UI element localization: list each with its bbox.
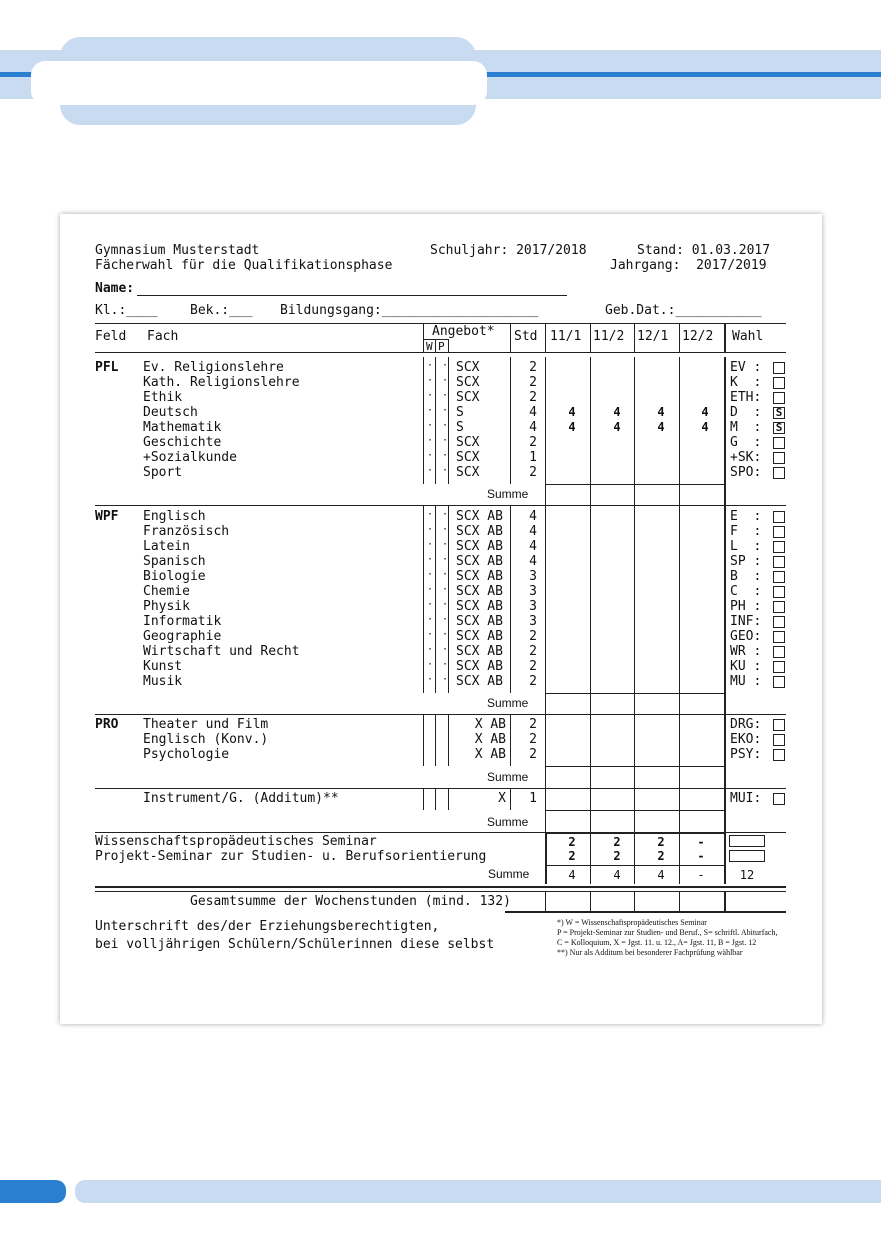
wahl-checkbox[interactable] [773,793,785,805]
subject-name: Biologie [143,569,206,584]
total-divider-wahl [724,891,726,911]
total-top-rule [95,886,786,888]
angebot-divider [423,714,424,766]
header-divider [679,323,680,352]
semester-divider [545,714,546,788]
subject-name: Kath. Religionslehre [143,375,300,390]
w-marker-dot: · [427,584,434,595]
klasse-field[interactable]: Kl.:____ [95,303,158,318]
subject-angebot: X [498,791,506,806]
seminar-summe-wahl: 12 [739,868,755,882]
std-divider [510,357,511,484]
seminar-summe-12-1: 4 [657,868,665,882]
schuljahr: Schuljahr: 2017/2018 [430,243,587,258]
subject-std: 3 [529,599,537,614]
seminar-w-12-1: 2 [657,835,665,849]
gesamtsumme-label: Gesamtsumme der Wochenstunden (mind. 132) [190,894,511,909]
p-marker-dot: · [442,584,449,595]
semester-hours: 4 [613,405,621,419]
wahl-divider [724,788,726,833]
seminar-divider [634,832,635,884]
wahl-label: PH : [730,599,762,614]
header-tab [31,61,487,105]
subject-name: Theater und Film [143,717,269,732]
subject-angebot: SCX [456,360,480,375]
angebot-divider [423,788,424,810]
rows-end-rule [545,693,724,694]
subject-std: 4 [529,554,537,569]
subject-angebot: SCX AB [456,599,503,614]
wahl-checkbox[interactable] [773,646,785,658]
p-marker-dot: · [442,569,449,580]
w-marker-dot: · [427,659,434,670]
subject-std: 2 [529,375,537,390]
feld-pro: PRO [95,717,119,732]
wahl-label: L : [730,539,762,554]
header-divider [510,323,511,352]
signature-line-1: Unterschrift des/der Erziehungsberechtigten, [95,919,440,934]
p-marker-dot: · [442,420,449,431]
w-marker-dot: · [427,420,434,431]
footnote-1: *) W = Wissenschaftspropädeutisches Seminar [557,918,707,927]
total-divider [679,891,680,911]
col-feld: Feld [95,329,127,344]
w-marker-dot: · [427,539,434,550]
wahl-checkbox[interactable] [773,437,785,449]
wahl-label: ETH: [730,390,762,405]
semester-divider [679,714,680,788]
subject-name: Geographie [143,629,222,644]
subject-std: 2 [529,747,537,762]
subject-name: Chemie [143,584,190,599]
w-marker-dot: · [427,435,434,446]
semester-divider [634,506,635,714]
p-marker-dot: · [442,629,449,640]
section-separator [95,714,786,715]
geburtsdatum-field[interactable]: Geb.Dat.:___________ [605,303,762,318]
subject-angebot: SCX [456,375,480,390]
section-separator [95,788,786,789]
col-fach: Fach [147,329,179,344]
subject-name: Musik [143,674,183,689]
subject-angebot: SCX AB [456,659,503,674]
wahl-label: EKO: [730,732,762,747]
subject-angebot: SCX AB [456,539,503,554]
total-top-rule-2 [95,891,786,892]
std-divider [510,506,511,693]
subject-angebot: SCX [456,450,480,465]
header-divider-wahl [724,323,726,352]
rows-end-rule [545,810,724,811]
subject-std: 2 [529,674,537,689]
wahl-checkbox[interactable] [773,734,785,746]
col-angebot: Angebot* [432,324,495,339]
p-marker-dot: · [442,450,449,461]
w-marker-dot: · [427,390,434,401]
wahl-label: E : [730,509,762,524]
wahl-checkbox[interactable] [773,526,785,538]
semester-divider [545,506,546,714]
wahl-label: C : [730,584,762,599]
seminar-divider [590,832,591,884]
rows-end-rule [545,484,724,485]
rows-end-rule [545,766,724,767]
wahl-checkbox[interactable] [773,392,785,404]
wahl-checkbox[interactable] [773,452,785,464]
subject-name: Wirtschaft und Recht [143,644,300,659]
p-marker-dot: · [442,509,449,520]
total-divider [590,891,591,911]
name-line[interactable] [137,295,567,296]
subject-angebot: SCX AB [456,569,503,584]
subject-std: 4 [529,524,537,539]
subject-name: Kunst [143,659,183,674]
p-marker-dot: · [442,524,449,535]
semester-divider [590,714,591,788]
semester-divider [679,506,680,714]
p-marker-dot: · [442,435,449,446]
wahl-label: +SK: [730,450,762,465]
footnote-4: **) Nur als Additum bei besonderer Fachprüfung wählbar [557,948,743,957]
subject-angebot: SCX [456,435,480,450]
seminar-summe-12-2: - [697,868,705,882]
subject-name: Englisch [143,509,206,524]
wahl-label: F : [730,524,762,539]
bildungsgang-field[interactable]: Bildungsgang:____________________ [280,303,539,318]
w-marker-dot: · [427,644,434,655]
school-name: Gymnasium Musterstadt [95,243,260,258]
p-marker-dot: · [442,539,449,550]
wahl-label: SP : [730,554,762,569]
subject-name: Instrument/G. (Additum)** [143,791,339,806]
semester-divider [590,506,591,714]
subject-std: 2 [529,360,537,375]
wahl-label: SPO: [730,465,762,480]
subject-name: Spanisch [143,554,206,569]
subject-angebot: X AB [474,717,506,732]
p-marker-dot: · [442,465,449,476]
semester-hours: 4 [613,420,621,434]
subject-angebot: SCX AB [456,674,503,689]
w-marker-dot: · [427,674,434,685]
subject-name: Englisch (Konv.) [143,732,269,747]
total-bottom-rule [505,911,786,913]
stand: Stand: 01.03.2017 [637,243,771,258]
total-divider-left [545,891,546,911]
subject-name: Ev. Religionslehre [143,360,284,375]
subject-name: Mathematik [143,420,222,435]
subject-angebot: SCX [456,465,480,480]
wahl-label: DRG: [730,717,762,732]
semester-divider [545,357,546,505]
seminar-p-12-1: 2 [657,849,665,863]
w-marker-dot: · [427,569,434,580]
semester-divider [590,357,591,505]
w-marker-dot: · [427,599,434,610]
subject-std: 4 [529,509,537,524]
subject-name: Latein [143,539,190,554]
seminar-p-12-2: - [697,849,705,863]
col-12-1: 12/1 [637,329,669,344]
subject-std: 2 [529,644,537,659]
wahl-checkbox[interactable]: S [773,422,785,434]
wahl-label: K : [730,375,762,390]
p-marker-dot: · [442,375,449,386]
summe-label: Summe [487,770,529,784]
w-marker-dot: · [427,405,434,416]
wahl-label: GEO: [730,629,762,644]
summe-label: Summe [487,487,529,501]
wahl-label: PSY: [730,747,762,762]
w-marker-dot: · [427,554,434,565]
seminar-summe-11-2: 4 [613,868,621,882]
seminar-p-11-2: 2 [613,849,621,863]
subject-angebot: SCX AB [456,554,503,569]
seminar-divider [679,832,680,884]
subject-name: Deutsch [143,405,198,420]
footer-bar-left [0,1180,66,1203]
seminar-p-11-1: 2 [568,849,576,863]
wahl-label: WR : [730,644,762,659]
col-11-2: 11/2 [593,329,625,344]
wahl-divider [724,357,726,505]
wahl-checkbox[interactable] [773,749,785,761]
subject-std: 1 [529,791,537,806]
subject-name: Psychologie [143,747,230,762]
p-marker-dot: · [442,405,449,416]
header-divider [634,323,635,352]
semester-divider [634,357,635,505]
subject-angebot: SCX AB [456,614,503,629]
wahl-divider [724,714,726,788]
column-header-rule [95,352,786,353]
name-label: Name: [95,281,135,296]
subject-std: 2 [529,659,537,674]
total-divider [634,891,635,911]
angebot-divider [435,788,436,810]
wahl-label: MUI: [730,791,762,806]
subject-name: Geschichte [143,435,222,450]
angebot-divider [448,506,449,693]
subject-angebot: X AB [474,747,506,762]
subject-angebot: SCX [456,390,480,405]
subject-std: 2 [529,732,537,747]
seminar-divider-wahl [724,832,726,884]
wahl-label: D : [730,405,762,420]
angebot-divider [448,714,449,766]
summe-label: Summe [487,696,529,710]
angebot-divider [435,357,436,484]
subject-name: Physik [143,599,190,614]
semester-hours: 4 [701,420,709,434]
p-marker-dot: · [442,554,449,565]
feld-pfl: PFL [95,360,119,375]
col-std: Std [514,329,538,344]
col-wahl: Wahl [732,329,764,344]
seminar-w-12-2: - [697,835,705,849]
header-divider-wp [435,339,436,352]
subject-std: 1 [529,450,537,465]
col-w: W [426,340,433,353]
wahl-label: G : [730,435,762,450]
wahl-divider [724,506,726,714]
w-marker-dot: · [427,450,434,461]
section-separator [95,505,786,506]
angebot-divider [423,506,424,693]
w-marker-dot: · [427,629,434,640]
semester-hours: 4 [701,405,709,419]
w-marker-dot: · [427,614,434,625]
subject-name: Französisch [143,524,230,539]
subject-std: 3 [529,584,537,599]
w-marker-dot: · [427,375,434,386]
wahl-label: MU : [730,674,762,689]
wahl-checkbox[interactable] [773,541,785,553]
p-marker-dot: · [442,614,449,625]
seminar-w-choice-box[interactable] [729,835,765,847]
semester-hours: 4 [568,420,576,434]
subject-angebot: SCX AB [456,524,503,539]
wahl-label: M : [730,420,762,435]
subject-angebot: SCX AB [456,509,503,524]
col-12-2: 12/2 [682,329,714,344]
angebot-divider [448,357,449,484]
std-divider [510,788,511,810]
subject-angebot: X AB [474,732,506,747]
p-marker-dot: · [442,390,449,401]
subject-angebot: S [456,405,464,420]
bekenntnis-field[interactable]: Bek.:___ [190,303,253,318]
subject-name: Informatik [143,614,222,629]
col-11-1: 11/1 [550,329,582,344]
wahl-checkbox[interactable] [773,676,785,688]
subject-angebot: SCX AB [456,629,503,644]
footer-bar-right [75,1180,881,1203]
seminar-w-label: Wissenschaftspropädeutisches Seminar [95,834,377,849]
p-marker-dot: · [442,599,449,610]
subject-std: 2 [529,435,537,450]
wahl-checkbox[interactable] [773,631,785,643]
semester-divider [679,357,680,505]
angebot-divider [435,506,436,693]
feld-wpf: WPF [95,509,119,524]
semester-divider [634,714,635,788]
subject-std: 4 [529,405,537,420]
form-sheet [60,214,822,1024]
wahl-checkbox[interactable] [773,571,785,583]
subject-angebot: SCX AB [456,584,503,599]
seminar-summe-rule [545,865,724,866]
wahl-checkbox[interactable] [773,616,785,628]
header-divider-p [448,339,449,352]
wahl-label: EV : [730,360,762,375]
angebot-divider [448,788,449,810]
wahl-label: KU : [730,659,762,674]
footnote-2: P = Projekt-Seminar zur Studien- und Beruf., S= schriftl. Abiturfach, [557,928,778,937]
w-marker-dot: · [427,509,434,520]
p-marker-dot: · [442,674,449,685]
subject-angebot: SCX AB [456,644,503,659]
w-marker-dot: · [427,524,434,535]
subject-std: 2 [529,717,537,732]
subject-std: 4 [529,420,537,435]
wahl-label: INF: [730,614,762,629]
seminar-top-rule [95,832,786,833]
seminar-w-11-1: 2 [568,835,576,849]
semester-hours: 4 [657,405,665,419]
subject-name: Ethik [143,390,183,405]
wahl-checkbox[interactable] [773,586,785,598]
subject-std: 3 [529,569,537,584]
w-marker-dot: · [427,360,434,371]
p-marker-dot: · [442,360,449,371]
wahl-checkbox[interactable] [773,661,785,673]
wahl-checkbox[interactable] [773,601,785,613]
seminar-p-choice-box[interactable] [729,850,765,862]
seminar-p-label: Projekt-Seminar zur Studien- u. Berufsorientierung [95,849,487,864]
wahl-label: B : [730,569,762,584]
subject-name: +Sozialkunde [143,450,237,465]
wahl-checkbox[interactable] [773,362,785,374]
wahl-checkbox[interactable] [773,511,785,523]
wahl-checkbox[interactable]: S [773,407,785,419]
std-divider [510,714,511,766]
wahl-checkbox[interactable] [773,556,785,568]
wahl-checkbox[interactable] [773,377,785,389]
p-marker-dot: · [442,644,449,655]
header-divider [545,323,546,352]
p-marker-dot: · [442,659,449,670]
subject-std: 4 [529,539,537,554]
subject-angebot: S [456,420,464,435]
signature-line-2: bei volljährigen Schülern/Schülerinnen diese selbst [95,937,495,952]
wahl-checkbox[interactable] [773,467,785,479]
jahrgang: Jahrgang: 2017/2019 [610,258,767,273]
angebot-sub-rule [423,339,448,340]
w-marker-dot: · [427,465,434,476]
form-title: Fächerwahl für die Qualifikationsphase [95,258,393,273]
seminar-w-11-2: 2 [613,835,621,849]
angebot-divider [435,714,436,766]
seminar-summe-11-1: 4 [568,868,576,882]
wahl-checkbox[interactable] [773,719,785,731]
subject-std: 3 [529,614,537,629]
header-rule [95,323,786,324]
summe-label: Summe [487,815,529,829]
subject-std: 2 [529,465,537,480]
semester-hours: 4 [657,420,665,434]
subject-std: 2 [529,629,537,644]
seminar-summe-label: Summe [488,867,530,881]
seminar-divider-left [545,832,547,884]
subject-std: 2 [529,390,537,405]
col-p: P [438,340,445,353]
footnote-3: C = Kolloquium, X = Jgst. 11. u. 12., A= Jgst. 11, B = Jgst. 12 [557,938,757,947]
angebot-divider [423,357,424,484]
header-divider [423,323,424,352]
semester-hours: 4 [568,405,576,419]
header-divider [590,323,591,352]
subject-name: Sport [143,465,183,480]
